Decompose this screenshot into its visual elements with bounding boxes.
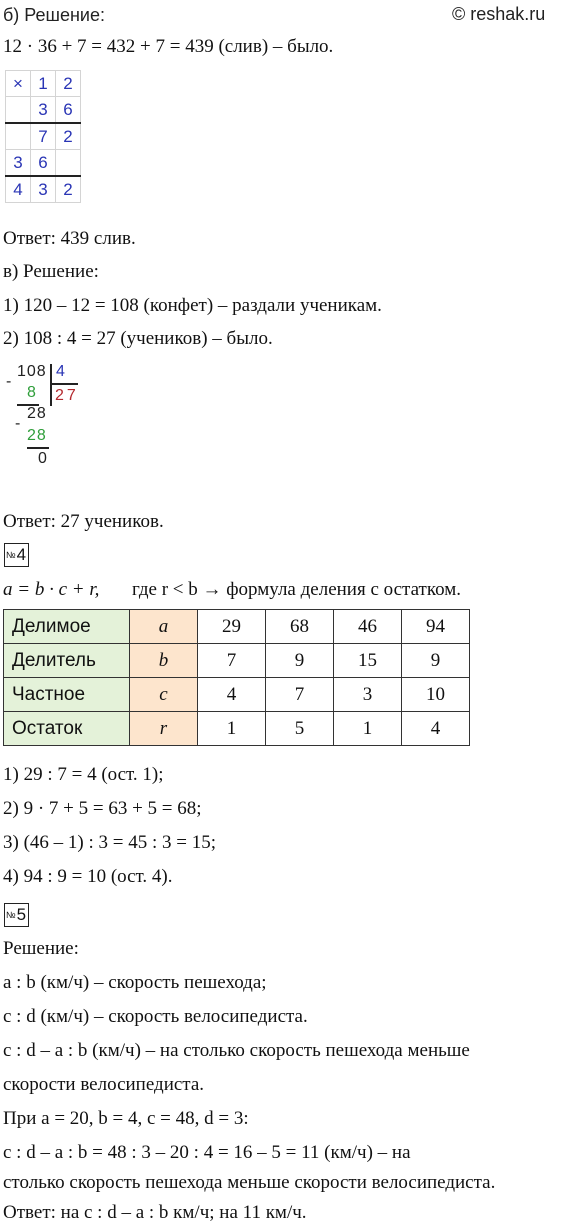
task5-line: столько скорость пешехода меньше скорости велосипедиста. [3, 1172, 496, 1193]
watermark-text: © reshak.ru [452, 4, 546, 24]
step-4-3: 3) (46 – 1) : 3 = 45 : 3 = 15; [3, 832, 216, 853]
grid-cell: 4 [6, 176, 31, 203]
grid-cell [6, 97, 31, 124]
divisor: 4 [56, 363, 65, 380]
row-symbol: c [130, 678, 198, 712]
task5-line: Решение: [3, 938, 79, 959]
grid-cell [56, 150, 81, 177]
number-sign: № [6, 910, 16, 920]
row-symbol: r [130, 712, 198, 746]
table-cell: 7 [266, 678, 334, 712]
row-label: Частное [4, 678, 130, 712]
division-table [3, 609, 470, 746]
task5-line: Ответ: на c : d – a : b км/ч; на 11 км/ч. [3, 1202, 307, 1223]
table-cell: 29 [198, 610, 266, 644]
table-cell: 3 [334, 678, 402, 712]
answer-v: Ответ: 27 учеников. [3, 511, 164, 532]
table-cell: 10 [402, 678, 470, 712]
long-division [0, 360, 120, 490]
task5-line: c : d – a : b (км/ч) – на столько скорость пешехода меньше [3, 1040, 470, 1061]
row-symbol: b [130, 644, 198, 678]
division-bar-vertical [50, 364, 52, 406]
table-row [4, 678, 470, 712]
subtrahend-2: 28 [27, 427, 47, 444]
task5-line: c : d (км/ч) – скорость велосипедиста. [3, 1006, 308, 1027]
table-cell: 5 [266, 712, 334, 746]
task-number: 5 [16, 905, 27, 924]
task-badge-5 [4, 903, 29, 927]
grid-cell [6, 123, 31, 150]
grid-cell: 6 [31, 150, 56, 177]
grid-cell: 2 [56, 71, 81, 97]
heading-v: в) Решение: [3, 261, 99, 282]
table-cell: 1 [334, 712, 402, 746]
grid-cell: 3 [31, 176, 56, 203]
task-number: 4 [16, 545, 27, 564]
grid-cell: 2 [56, 123, 81, 150]
row-label: Делитель [4, 644, 130, 678]
table-cell: 46 [334, 610, 402, 644]
table-cell: 15 [334, 644, 402, 678]
answer-b: Ответ: 439 слив. [3, 228, 136, 249]
table-cell: 4 [402, 712, 470, 746]
mult-sign: × [6, 71, 31, 97]
minus-sign: - [15, 415, 21, 432]
step-v-1: 1) 120 – 12 = 108 (конфет) – раздали ученикам. [3, 295, 382, 316]
table-cell: 9 [402, 644, 470, 678]
task5-line: скорости велосипедиста. [3, 1074, 205, 1095]
equation-b: 12 · 36 + 7 = 432 + 7 = 439 (слив) – было. [3, 36, 334, 57]
row-symbol: a [130, 610, 198, 644]
multiplication-grid [5, 70, 81, 203]
row-label: Остаток [4, 712, 130, 746]
division-bar-horizontal [50, 383, 78, 385]
quotient: 27 [55, 387, 79, 404]
table-row [4, 712, 470, 746]
grid-cell: 2 [56, 176, 81, 203]
task5-line: При a = 20, b = 4, c = 48, d = 3: [3, 1108, 249, 1129]
remainder-final: 0 [38, 450, 47, 467]
step-4-2: 2) 9 · 7 + 5 = 63 + 5 = 68; [3, 798, 202, 819]
task5-line: a : b (км/ч) – скорость пешехода; [3, 972, 267, 993]
table-cell: 1 [198, 712, 266, 746]
subtrahend-1: 8 [27, 384, 36, 401]
table-row [4, 644, 470, 678]
step-4-1: 1) 29 : 7 = 4 (ост. 1); [3, 764, 164, 785]
table-row [4, 610, 470, 644]
remainder-1: 28 [27, 405, 47, 422]
row-label: Делимое [4, 610, 130, 644]
task-badge-4 [4, 543, 29, 567]
grid-cell: 3 [6, 150, 31, 177]
underline-2 [27, 447, 49, 449]
step-4-4: 4) 94 : 9 = 10 (ост. 4). [3, 866, 173, 887]
grid-cell: 6 [56, 97, 81, 124]
grid-cell: 3 [31, 97, 56, 124]
table-cell: 9 [266, 644, 334, 678]
grid-cell: 7 [31, 123, 56, 150]
step-v-2: 2) 108 : 4 = 27 (учеников) – было. [3, 328, 273, 349]
formula-condition: где r < b → формула деления с остатком. [132, 579, 462, 600]
heading-b: б) Решение: [3, 5, 105, 25]
formula: a = b · c + r, [3, 579, 100, 600]
table-cell: 7 [198, 644, 266, 678]
table-cell: 4 [198, 678, 266, 712]
grid-cell: 1 [31, 71, 56, 97]
table-cell: 68 [266, 610, 334, 644]
number-sign: № [6, 550, 16, 560]
table-cell: 94 [402, 610, 470, 644]
task5-line: c : d – a : b = 48 : 3 – 20 : 4 = 16 – 5 = 11 (км/ч) – на [3, 1142, 411, 1163]
dividend: 108 [17, 363, 47, 380]
minus-sign: - [6, 373, 12, 390]
